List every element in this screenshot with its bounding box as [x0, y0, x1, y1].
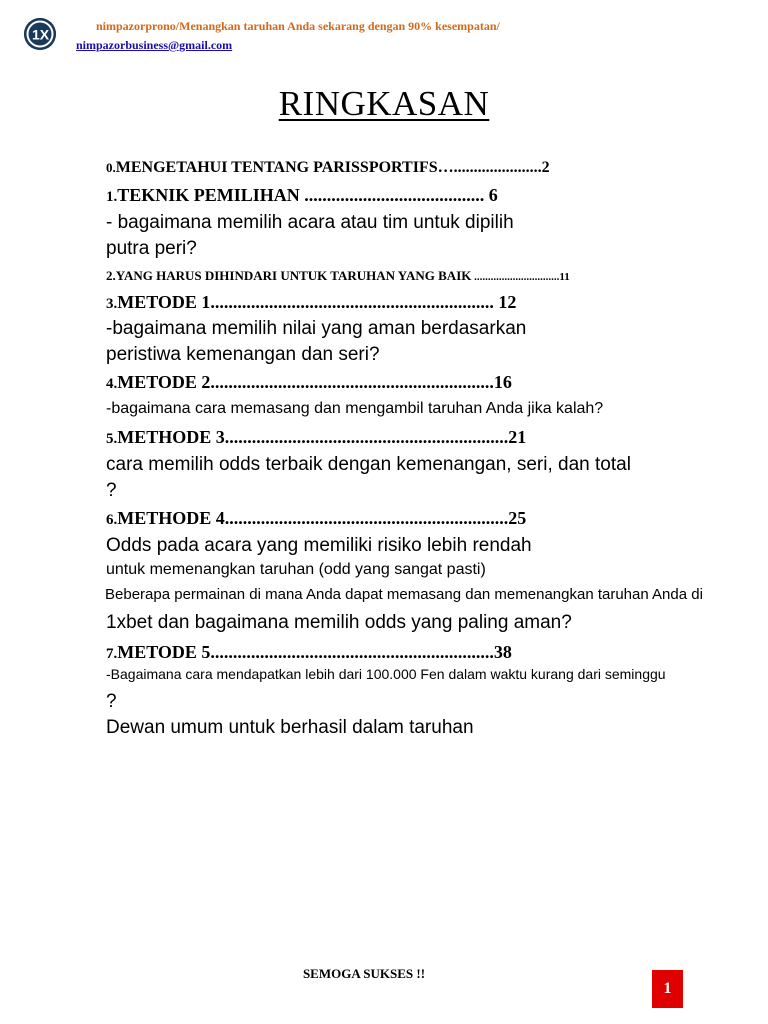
toc-description: - bagaimana memilih acara atau tim untuk dipilih [106, 212, 514, 233]
toc-description: putra peri? [106, 238, 197, 259]
toc-entry-3: 3.METODE 1............................................................... 12 [106, 292, 517, 312]
toc-entry-7: 7.METODE 5...............................................................38 [106, 642, 512, 662]
header-email-link[interactable]: nimpazorbusiness@gmail.com [76, 38, 233, 52]
logo-text: 1X [32, 26, 50, 43]
toc-entry-2: 2.YANG HARUS DIHINDARI UNTUK TARUHAN YANG BAIK ...............................11 [106, 268, 570, 283]
page-number-badge: 1 [652, 970, 683, 1008]
toc-description: untuk memenangkan taruhan (odd yang sangat pasti) [106, 561, 486, 578]
toc-description: Dewan umum untuk berhasil dalam taruhan [106, 717, 474, 738]
toc-description: ? [106, 480, 117, 501]
toc-entry-0: 0.MENGETAHUI TENTANG PARISSPORTIFS…......................2 [106, 159, 550, 176]
toc-entry-1: 1.TEKNIK PEMILIHAN ........................................ 6 [106, 185, 498, 205]
toc-entry-5: 5.METHODE 3...............................................................21 [106, 427, 527, 447]
1xbet-logo-icon [24, 18, 56, 50]
toc-description: -Bagaimana cara mendapatkan lebih dari 100.000 Fen dalam waktu kurang dari seminggu [106, 666, 666, 682]
page-title: RINGKASAN [278, 84, 490, 123]
toc-description: ? [106, 691, 117, 712]
toc-description: peristiwa kemenangan dan seri? [106, 344, 380, 365]
toc-description: cara memilih odds terbaik dengan kemenangan, seri, dan total [106, 454, 631, 475]
toc-description: -bagaimana memilih nilai yang aman berdasarkan [106, 318, 527, 339]
footer-text: SEMOGA SUKSES !! [302, 966, 426, 981]
header-tagline: nimpazorprono/Menangkan taruhan Anda sekarang dengan 90% kesempatan/ [96, 19, 500, 33]
toc-entry-4: 4.METODE 2...............................................................16 [106, 372, 512, 392]
toc-description: Beberapa permainan di mana Anda dapat memasang dan memenangkan taruhan Anda di [105, 586, 703, 603]
toc-entry-6: 6.METHODE 4...............................................................25 [106, 508, 527, 528]
toc-description: -bagaimana cara memasang dan mengambil taruhan Anda jika kalah? [106, 400, 604, 417]
toc-description: Odds pada acara yang memiliki risiko lebih rendah [106, 535, 532, 556]
toc-description: 1xbet dan bagaimana memilih odds yang paling aman? [106, 612, 572, 633]
